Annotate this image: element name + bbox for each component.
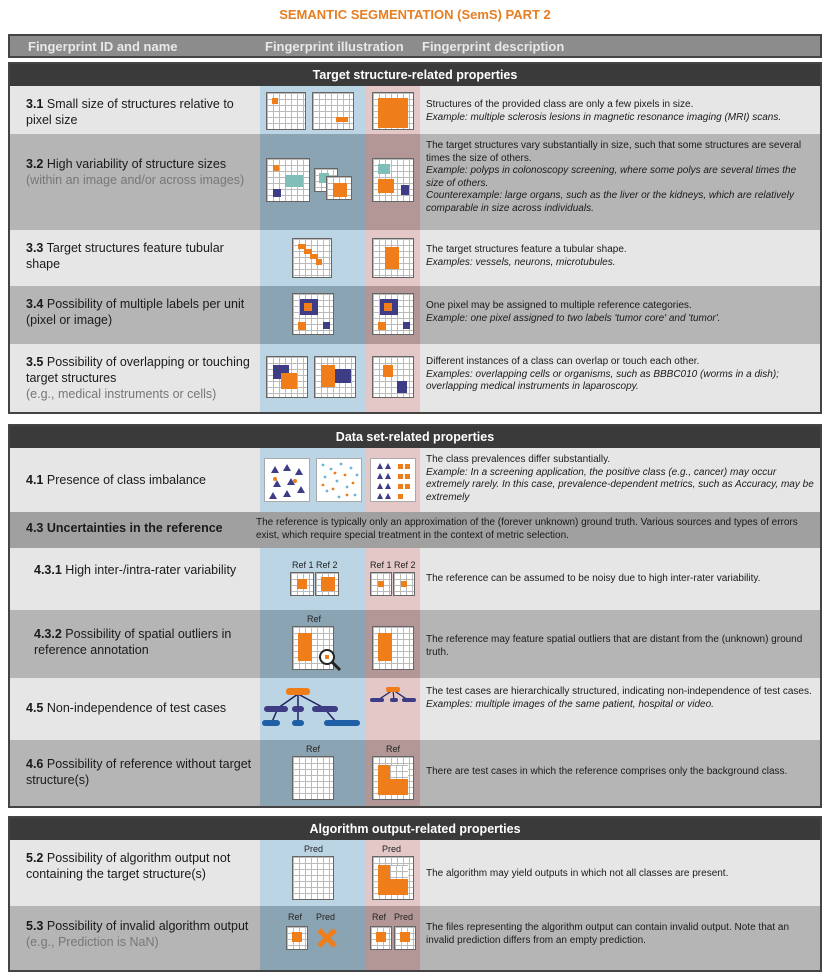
hierarchy-illustration bbox=[260, 684, 366, 734]
section-algorithm-output bbox=[8, 816, 822, 972]
hierarchy-small-illustration bbox=[366, 684, 420, 714]
section-heading: Target structure-related properties bbox=[10, 64, 820, 86]
column-header-bar bbox=[8, 34, 822, 58]
row-3-2: 3.2 High variability of structure sizes (within an image and/or across images) The target structures vary substantially in size, such that some structures are several times the size of others. Example: polyps in colonoscopy screening, where some polys are several times the size of others. Counterexample: large organs, such as the liver or the kidneys, which are relatively comparable in size across individuals. bbox=[10, 134, 820, 230]
column-id-header: Fingerprint ID and name bbox=[28, 39, 178, 54]
section-data-set bbox=[8, 424, 822, 808]
page-title: SEMANTIC SEGMENTATION (SemS) PART 2 bbox=[279, 7, 551, 22]
row-5-3: 5.3 Possibility of invalid algorithm output (e.g., Prediction is NaN) Ref Pred Ref Pred The files representing the algorithm output can contain invalid output. Note that an invalid prediction differs from an empty prediction. bbox=[10, 906, 820, 970]
column-illustration-header: Fingerprint illustration bbox=[265, 39, 404, 54]
imbalance-illustration-2 bbox=[316, 458, 362, 502]
row-4-3-1: 4.3.1 High inter-/intra-rater variability Ref 1 Ref 2 Ref 1 Ref 2 The reference can be assumed to be noisy due to high inter-rater variability. bbox=[10, 548, 820, 610]
column-description-header: Fingerprint description bbox=[422, 39, 565, 54]
section-heading: Algorithm output-related properties bbox=[10, 818, 820, 840]
row-3-5: 3.5 Possibility of overlapping or touching target structures (e.g., medical instruments or cells) Different instances of a class can overlap or touch each other. Examples: overlapping cells or organisms, such as BBBC010 (worms in a dish); overlapping medical instruments in laparoscopy. bbox=[10, 344, 820, 412]
row-4-3-2: 4.3.2 Possibility of spatial outliers in reference annotation Ref The reference may feature spatial outliers that are distant from the (unknown) ground truth. bbox=[10, 610, 820, 678]
invalid-x-icon bbox=[315, 926, 339, 950]
imbalance-illustration-3 bbox=[370, 458, 416, 502]
row-4-3: 4.3 Uncertainties in the reference The reference is typically only an approximation of the (forever unknown) ground truth. Various sources and types of errors exist, which require special treatment in the context of metric selection. bbox=[10, 512, 820, 548]
imbalance-illustration-1 bbox=[264, 458, 310, 502]
row-4-5: 4.5 Non-independence of test cases The test cases are hierarchically structured, indicating non-independence of test cases. Examples: multiple images of the same patient, hospital or video. bbox=[10, 678, 820, 740]
row-3-3: 3.3 Target structures feature tubular shape The target structures feature a tubular shape. Examples: vessels, neurons, microtubules. bbox=[10, 230, 820, 286]
magnifier-icon bbox=[316, 646, 346, 676]
row-5-2: 5.2 Possibility of algorithm output not containing the target structure(s) Pred Pred The algorithm may yield outputs in which not all classes are present. bbox=[10, 840, 820, 906]
section-target-structure bbox=[8, 62, 822, 414]
row-3-1: 3.1 Small size of structures relative to pixel size Structures of the provided class are only a few pixels in size. Example: multiple sclerosis lesions in magnetic resonance imaging (MRI) scans. bbox=[10, 86, 820, 134]
row-3-4: 3.4 Possibility of multiple labels per unit (pixel or image) One pixel may be assigned to multiple reference categories. Example: one pixel assigned to two labels 'tumor core' and 'tumor'. bbox=[10, 286, 820, 344]
section-heading: Data set-related properties bbox=[10, 426, 820, 448]
row-4-6: 4.6 Possibility of reference without target structure(s) Ref Ref There are test cases in which the reference comprises only the background class. bbox=[10, 740, 820, 806]
row-4-1: 4.1 Presence of class imbalance The class prevalences differ substantially. Example: In a screening application, the positive class (e.g., cancer) may occur extremely rarely. In this case, prevalence-dependent metrics, such as Accuracy, may be extremely bbox=[10, 448, 820, 512]
